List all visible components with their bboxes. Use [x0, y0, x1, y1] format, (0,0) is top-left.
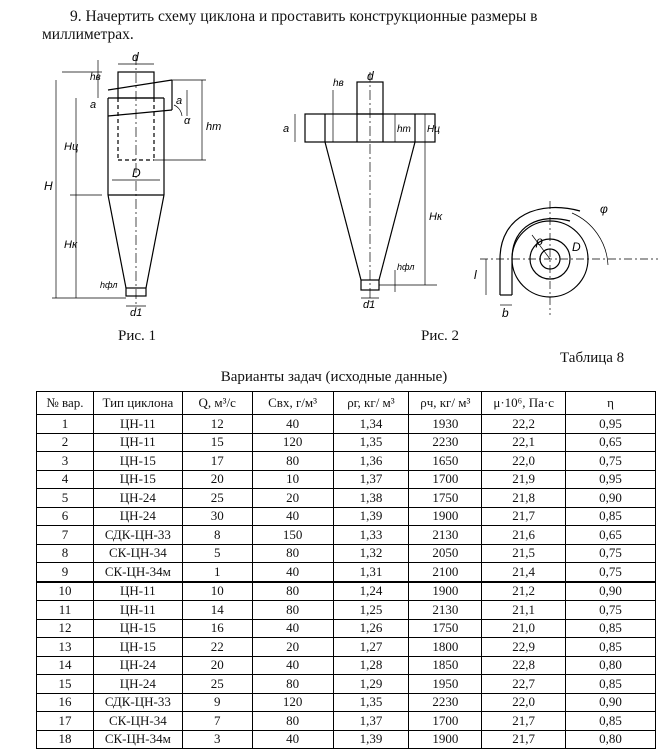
fig2-label-d: d	[367, 70, 374, 83]
table-cell: 40	[252, 656, 333, 675]
table-cell: 5	[182, 544, 252, 563]
table-cell: 1,36	[333, 452, 409, 471]
table-cell: 21,7	[482, 730, 566, 749]
table-cell: 0,75	[566, 601, 656, 620]
table-cell: 10	[37, 582, 94, 601]
table-cell: 150	[252, 526, 333, 545]
table-cell: 18	[37, 730, 94, 749]
table-cell: 0,90	[566, 489, 656, 508]
table-row	[37, 582, 656, 601]
table-cell: 10	[252, 470, 333, 489]
table-cell: 3	[182, 730, 252, 749]
fig2-label-hv: hв	[333, 78, 344, 89]
table-cell: 1900	[409, 582, 482, 601]
table-cell: 0,75	[566, 452, 656, 471]
table-cell: 1900	[409, 507, 482, 526]
table-cell: 22,8	[482, 656, 566, 675]
table-cell: 1	[182, 563, 252, 582]
table-cell: 1,26	[333, 619, 409, 638]
fig1-label-D: D	[132, 166, 141, 180]
table-cell: 80	[252, 675, 333, 694]
table-cell: 1,27	[333, 638, 409, 657]
column-header: № вар.	[37, 392, 94, 415]
table-cell: 120	[252, 433, 333, 452]
table-cell: 22,1	[482, 433, 566, 452]
table-row	[37, 619, 656, 638]
table-cell: 16	[37, 693, 94, 712]
table-cell: ЦН-11	[93, 601, 182, 620]
table-cell: СК-ЦН-34м	[93, 563, 182, 582]
table-cell: 1,33	[333, 526, 409, 545]
figure-2-caption: Рис. 2	[421, 328, 460, 344]
table-body	[37, 415, 656, 749]
table-row	[37, 601, 656, 620]
fig3-label-D: D	[572, 240, 581, 254]
table-cell: 1,32	[333, 544, 409, 563]
table-cell: 1850	[409, 656, 482, 675]
table-cell: 8	[37, 544, 94, 563]
table-cell: 21,1	[482, 601, 566, 620]
table-cell: 25	[182, 489, 252, 508]
figure-3-cyclone-top-view	[460, 195, 660, 320]
fig3-label-phi: φ	[600, 202, 608, 216]
table-cell: 1,25	[333, 601, 409, 620]
column-header: μ·10⁶, Па·с	[482, 392, 566, 415]
table-cell: 0,85	[566, 675, 656, 694]
table-cell: 1800	[409, 638, 482, 657]
table-cell: 40	[252, 619, 333, 638]
table-cell: 0,75	[566, 563, 656, 582]
figure-1-cyclone-diagram	[42, 50, 232, 320]
column-header: ρг, кг/ м³	[333, 392, 409, 415]
table-cell: ЦН-24	[93, 675, 182, 694]
table-header-row	[37, 392, 656, 415]
figure-1-caption: Рис. 1	[118, 328, 157, 344]
table-cell: 1750	[409, 489, 482, 508]
table-cell: 15	[182, 433, 252, 452]
table-cell: 0,85	[566, 619, 656, 638]
table-cell: 13	[37, 638, 94, 657]
table-cell: 1	[37, 415, 94, 434]
table-cell: 12	[182, 415, 252, 434]
table-row	[37, 470, 656, 489]
table-row	[37, 730, 656, 749]
table-cell: 0,95	[566, 415, 656, 434]
table-cell: 21,8	[482, 489, 566, 508]
table-cell: 1,35	[333, 433, 409, 452]
table-row	[37, 656, 656, 675]
table-cell: 5	[37, 489, 94, 508]
table-cell: 21,0	[482, 619, 566, 638]
table-cell: 1,35	[333, 693, 409, 712]
table-cell: ЦН-15	[93, 470, 182, 489]
table-cell: ЦН-15	[93, 452, 182, 471]
table-cell: 80	[252, 582, 333, 601]
table-cell: 80	[252, 544, 333, 563]
table-cell: 1,34	[333, 415, 409, 434]
table-row	[37, 675, 656, 694]
table-cell: СК-ЦН-34	[93, 544, 182, 563]
column-header: η	[566, 392, 656, 415]
table-cell: 0,90	[566, 582, 656, 601]
table-cell: 2050	[409, 544, 482, 563]
fig1-label-d1: d1	[130, 307, 143, 319]
table-cell: 40	[252, 730, 333, 749]
variants-table	[36, 391, 656, 749]
fig3-label-l: l	[474, 268, 477, 282]
table-cell: 11	[37, 601, 94, 620]
table-cell: 10	[182, 582, 252, 601]
column-header: Q, м³/с	[182, 392, 252, 415]
fig1-label-d: d	[132, 50, 139, 64]
table-cell: 7	[37, 526, 94, 545]
table-cell: 9	[182, 693, 252, 712]
table-cell: 21,2	[482, 582, 566, 601]
table-cell: 21,4	[482, 563, 566, 582]
fig1-label-hv: hв	[90, 72, 101, 83]
table-cell: 22	[182, 638, 252, 657]
table-cell: 1,37	[333, 470, 409, 489]
fig2-label-d1: d1	[363, 299, 376, 310]
fig1-label-hk: Hк	[64, 239, 78, 251]
table-cell: 21,6	[482, 526, 566, 545]
fig1-label-H: H	[44, 179, 53, 193]
table-cell: 20	[182, 470, 252, 489]
table-cell: 20	[252, 489, 333, 508]
table-cell: 1,39	[333, 730, 409, 749]
task-statement	[42, 8, 642, 44]
table-cell: 1650	[409, 452, 482, 471]
table-cell: 1700	[409, 712, 482, 731]
table-cell: 0,85	[566, 712, 656, 731]
table-cell: 1,38	[333, 489, 409, 508]
table-cell: 17	[182, 452, 252, 471]
table-cell: 22,7	[482, 675, 566, 694]
table-cell: 0,65	[566, 433, 656, 452]
table-cell: 14	[182, 601, 252, 620]
table-cell: СДК-ЦН-33	[93, 693, 182, 712]
table-cell: 1950	[409, 675, 482, 694]
table-cell: ЦН-15	[93, 638, 182, 657]
table-cell: 14	[37, 656, 94, 675]
table-cell: СДК-ЦН-33	[93, 526, 182, 545]
table-cell: 1,31	[333, 563, 409, 582]
table-cell: 1,28	[333, 656, 409, 675]
table-cell: ЦН-11	[93, 415, 182, 434]
fig2-label-hfp: hфл	[397, 262, 415, 272]
table-cell: 25	[182, 675, 252, 694]
table-cell: 20	[182, 656, 252, 675]
table-cell: 80	[252, 452, 333, 471]
table-cell: 30	[182, 507, 252, 526]
table-cell: 2	[37, 433, 94, 452]
column-header: Тип циклона	[93, 392, 182, 415]
table-cell: 6	[37, 507, 94, 526]
table-cell: 0,90	[566, 693, 656, 712]
fig2-label-a: a	[283, 123, 290, 135]
table-cell: 0,75	[566, 544, 656, 563]
column-header: Cвх, г/м³	[252, 392, 333, 415]
table-cell: 2230	[409, 433, 482, 452]
table-cell: СК-ЦН-34м	[93, 730, 182, 749]
table-cell: 22,9	[482, 638, 566, 657]
fig3-label-b: b	[502, 306, 509, 320]
fig2-label-hc: Hц	[427, 124, 440, 135]
table-row	[37, 544, 656, 563]
fig3-label-rho: ρ	[536, 234, 543, 248]
table-cell: ЦН-24	[93, 656, 182, 675]
table-cell: 2100	[409, 563, 482, 582]
table-row	[37, 452, 656, 471]
fig1-label-hc: Hц	[64, 141, 79, 153]
task-line-1: Начертить схему циклона и проставить конструкционные размеры в	[85, 8, 538, 25]
table-cell: 0,80	[566, 656, 656, 675]
fig1-label-a-right: a	[176, 95, 183, 107]
table-cell: 80	[252, 712, 333, 731]
table-cell: ЦН-24	[93, 489, 182, 508]
table-cell: 1,29	[333, 675, 409, 694]
table-cell: 1,24	[333, 582, 409, 601]
table-cell: 7	[182, 712, 252, 731]
table-cell: 22,2	[482, 415, 566, 434]
table-number: Таблица 8	[560, 350, 625, 366]
table-cell: 0,65	[566, 526, 656, 545]
table-cell: СК-ЦН-34	[93, 712, 182, 731]
table-cell: 120	[252, 693, 333, 712]
table-cell: 2130	[409, 601, 482, 620]
table-cell: ЦН-11	[93, 582, 182, 601]
table-row	[37, 712, 656, 731]
table-cell: 21,9	[482, 470, 566, 489]
table-row	[37, 489, 656, 508]
table-cell: 22,0	[482, 693, 566, 712]
fig1-label-alpha: α	[184, 115, 191, 127]
table-cell: 0,95	[566, 470, 656, 489]
table-row	[37, 415, 656, 434]
fig1-label-ht: hт	[206, 121, 222, 133]
table-row	[37, 507, 656, 526]
table-cell: ЦН-11	[93, 433, 182, 452]
table-row	[37, 433, 656, 452]
figure-2-cyclone-diagram	[275, 70, 455, 310]
table-row	[37, 693, 656, 712]
table-cell: 1700	[409, 470, 482, 489]
fig2-label-hk: Hк	[429, 211, 443, 223]
column-header: ρч, кг/ м³	[409, 392, 482, 415]
table-cell: 1,37	[333, 712, 409, 731]
table-cell: 4	[37, 470, 94, 489]
table-cell: 40	[252, 415, 333, 434]
table-cell: 17	[37, 712, 94, 731]
table-row	[37, 563, 656, 582]
table-cell: 22,0	[482, 452, 566, 471]
table-cell: 9	[37, 563, 94, 582]
fig1-label-a-left: a	[90, 99, 97, 111]
table-cell: 1,39	[333, 507, 409, 526]
table-cell: 40	[252, 507, 333, 526]
task-line-2: миллиметрах.	[42, 26, 134, 43]
table-row	[37, 638, 656, 657]
fig2-label-ht: hт	[397, 124, 411, 135]
table-cell: 1750	[409, 619, 482, 638]
table-cell: 3	[37, 452, 94, 471]
table-cell: 20	[252, 638, 333, 657]
table-cell: ЦН-24	[93, 507, 182, 526]
table-cell: 0,85	[566, 638, 656, 657]
table-cell: 8	[182, 526, 252, 545]
table-cell: ЦН-15	[93, 619, 182, 638]
task-number: 9.	[70, 8, 82, 25]
table-cell: 16	[182, 619, 252, 638]
table-cell: 21,5	[482, 544, 566, 563]
table-title: Варианты задач (исходные данные)	[220, 369, 448, 385]
table-cell: 40	[252, 563, 333, 582]
table-cell: 15	[37, 675, 94, 694]
table-cell: 2130	[409, 526, 482, 545]
fig1-label-hfp: hфл	[100, 280, 118, 290]
table-cell: 1900	[409, 730, 482, 749]
table-cell: 0,80	[566, 730, 656, 749]
table-cell: 80	[252, 601, 333, 620]
table-cell: 12	[37, 619, 94, 638]
table-cell: 21,7	[482, 712, 566, 731]
table-cell: 2230	[409, 693, 482, 712]
table-cell: 21,7	[482, 507, 566, 526]
table-cell: 1930	[409, 415, 482, 434]
table-row	[37, 526, 656, 545]
table-cell: 0,85	[566, 507, 656, 526]
